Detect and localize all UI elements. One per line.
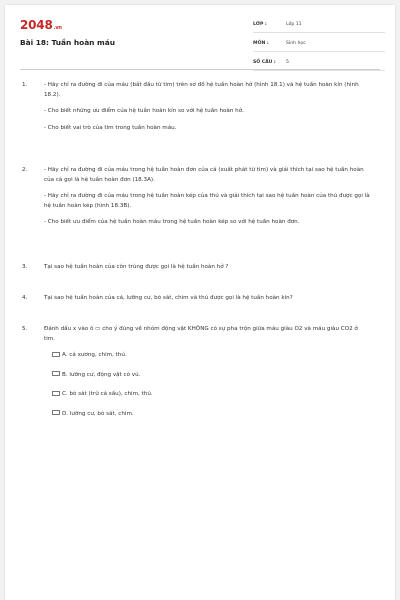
answer-option-b[interactable]: B. lưỡng cư, động vật có vú. (52, 371, 370, 381)
question-line: - Hãy chỉ ra đường đi của máu trong hệ tuần hoàn đơn của cá (xuất phát từ tim) và giải thích tại sao hệ tuần hoàn của cá gọi là hệ tuần hoàn đơn (18.3A). (44, 167, 364, 183)
header-divider (20, 69, 380, 70)
worksheet-page (5, 5, 395, 600)
question-line: - Cho biết vai trò của tim trong tuần hoàn máu. (44, 124, 177, 131)
question-number: 2. (22, 167, 28, 173)
question-number: 5. (22, 326, 28, 332)
question-line: - Cho biết những ưu điểm của hệ tuần hoàn kín so với hệ tuần hoàn hở. (44, 108, 244, 115)
checkbox-icon[interactable] (52, 371, 60, 376)
meta-class: LỚP : Lớp 11 (253, 19, 385, 33)
question-line: Đánh dấu x vào ô ▭ cho ý đúng về nhóm động vật KHÔNG có sự pha trộn giữa máu giàu O2 và máu giàu CO2 ở tim. (44, 326, 358, 342)
question-line: Tại sao hệ tuần hoàn của cá, lưỡng cư, bò sát, chim và thú được gọi là hệ tuần hoàn kín? (44, 295, 293, 301)
question-number: 3. (22, 264, 28, 270)
lesson-title: Bài 18: Tuần hoàn máu (20, 38, 115, 47)
site-logo[interactable]: 2048.vn (20, 18, 62, 32)
question-line: - Hãy chỉ ra đường đi của máu trong hệ tuần hoàn kép của thú và giải thích tại sao hệ tuần hoàn của thú được gọi là hệ tuần hoàn kép (hình 18.3B). (44, 193, 370, 209)
answer-option-d[interactable]: D. lưỡng cư, bò sát, chim. (52, 410, 370, 420)
checkbox-icon[interactable] (52, 410, 60, 415)
question-line: - Hãy chỉ ra đường đi của máu (bắt đầu từ tim) trên sơ đồ hệ tuần hoàn hở (hình 18.1) và hệ tuần hoàn kín (hình 18.2). (44, 82, 359, 98)
question-number: 4. (22, 295, 28, 301)
checkbox-icon[interactable] (52, 352, 60, 357)
meta-subject: MÔN : Sinh học (253, 38, 385, 52)
question-line: Tại sao hệ tuần hoàn của côn trùng được gọi là hệ tuần hoàn hở ? (44, 264, 229, 270)
answer-option-a[interactable]: A. cá xương, chim, thú. (52, 351, 370, 361)
meta-question-count: SỐ CÂU : 5 (253, 57, 385, 71)
checkbox-icon[interactable] (52, 391, 60, 396)
question-number: 1. (22, 82, 28, 88)
answer-option-c[interactable]: C. bò sát (trừ cá sấu), chim, thú. (52, 390, 370, 400)
question-line: - Cho biết ưu điểm của hệ tuần hoàn máu trong hệ tuần hoàn kép so với hệ tuần hoàn đơn. (44, 219, 300, 226)
worksheet-meta (253, 19, 385, 76)
